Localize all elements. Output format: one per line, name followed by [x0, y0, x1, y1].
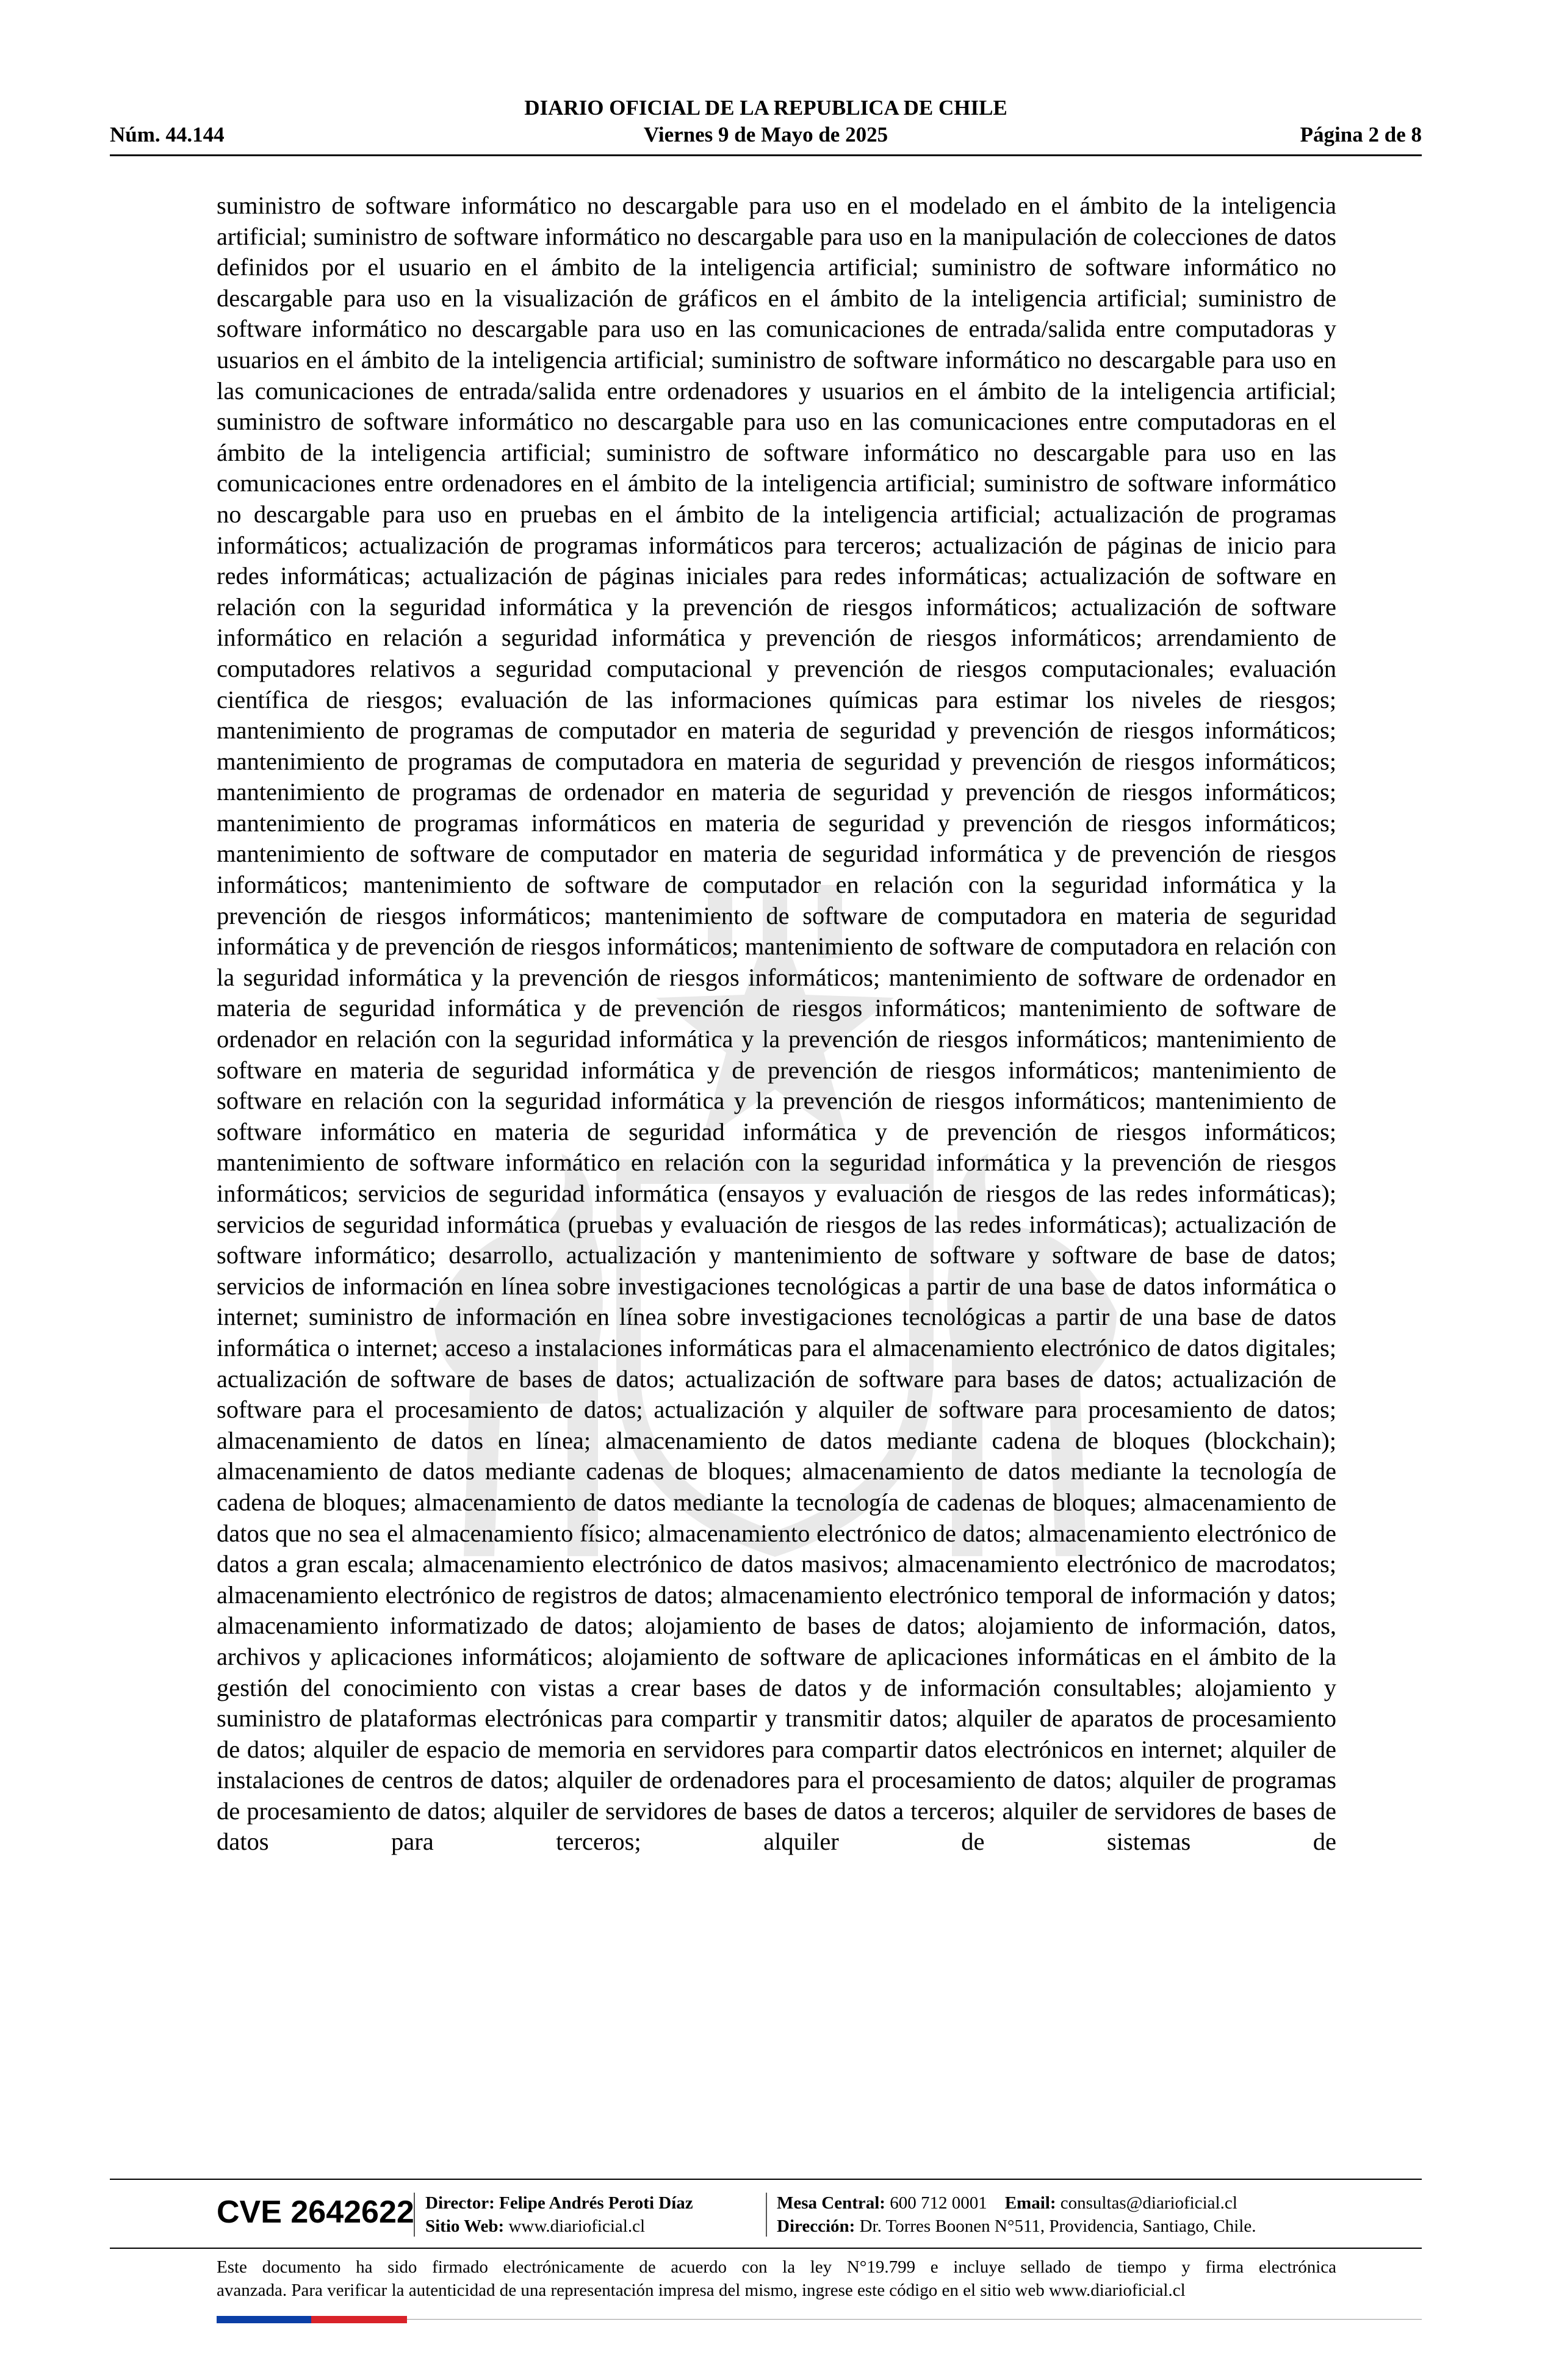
footer-bottom-divider — [407, 2319, 1422, 2320]
footer-top-divider — [110, 2179, 1422, 2180]
email-label: Email: — [1004, 2193, 1056, 2213]
footer-contact-block — [777, 2191, 1256, 2238]
footer-info — [217, 2188, 1336, 2243]
site-label: Sitio Web: — [425, 2216, 505, 2236]
document-body-text: suministro de software informático no descargable para uso en el modelado en el ámbito de la inteligencia artificial; suministro de software informático no descargable para uso en la manipulación de colecciones de datos definidos por el usuario en el ámbito de la inteligencia artificial; suministro de software informático no descargable para uso en la visualización de gráficos en el ámbito de la inteligencia artificial; suministro de software informático no descargable para uso en las comunicaciones de entrada/salida entre computadoras y usuarios en el ámbito de la inteligencia artificial; suministro de software informático no descargable para uso en las comunicaciones de entrada/salida entre ordenadores y usuarios en el ámbito de la inteligencia artificial; suministro de software informático no descargable para uso en las comunicaciones entre computadoras en el ámbito de la inteligencia artificial; suministro de software informático no descargable para uso en las comunicaciones entre ordenadores en el ámbito de la inteligencia artificial; suministro de software informático no descargable para uso en pruebas en el ámbito de la inteligencia artificial; actualización de programas informáticos; actualización de programas informáticos para terceros; actualización de páginas de inicio para redes informáticas; actualización de páginas iniciales para redes informáticas; actualización de software en relación con la seguridad informática y la prevención de riesgos informáticos; actualización de software informático en relación a seguridad informática y prevención de riesgos informáticos; arrendamiento de computadores relativos a seguridad computacional y prevención de riesgos computacionales; evaluación científica de riesgos; evaluación de las informaciones químicas para estimar los niveles de riesgos; mantenimiento de programas de computador en materia de seguridad y prevención de riesgos informáticos; mantenimiento de programas de computadora en materia de seguridad y prevención de riesgos informáticos; mantenimiento de programas de ordenador en materia de seguridad y prevención de riesgos informáticos; mantenimiento de programas informáticos en materia de seguridad y prevención de riesgos informáticos; mantenimiento de software de computador en materia de seguridad informática y de prevención de riesgos informáticos; mantenimiento de software de computador en relación con la seguridad informática y la prevención de riesgos informáticos; mantenimiento de software de computadora en materia de seguridad informática y de prevención de riesgos informáticos; mantenimiento de software de computadora en relación con la seguridad informática y la prevención de riesgos informáticos; mantenimiento de software de ordenador en materia de seguridad informática y de prevención de riesgos informáticos; mantenimiento de software de ordenador en relación con la seguridad informática y la prevención de riesgos informáticos; mantenimiento de software en materia de seguridad informática y de prevención de riesgos informáticos; mantenimiento de software en relación con la seguridad informática y la prevención de riesgos informáticos; mantenimiento de software informático en materia de seguridad informática y de prevención de riesgos informáticos; mantenimiento de software informático en relación con la seguridad informática y la prevención de riesgos informáticos; servicios de seguridad informática (ensayos y evaluación de riesgos de las redes informáticas); servicios de seguridad informática (pruebas y evaluación de riesgos de las redes informáticas); actualización de software informático; desarrollo, actualización y mantenimiento de software y software de base de datos; servicios de información en línea sobre investigaciones tecnológicas a partir de una base de datos informática o internet; suministro de información en línea sobre investigaciones tecnológicas a partir de una base de datos informática o internet; acceso a instalaciones informáticas para el almacenamiento electrónico de datos digitales; actualización de software de bases de datos; actualización de software para bases de datos; actualización de software para el procesamiento de datos; actualización y alquiler de software para procesamiento de datos; almacenamiento de datos en línea; almacenamiento de datos mediante cadena de bloques (blockchain); almacenamiento de datos mediante cadenas de bloques; almacenamiento de datos mediante la tecnología de cadena de bloques; almacenamiento de datos mediante la tecnología de cadenas de bloques; almacenamiento de datos que no sea el almacenamiento físico; almacenamiento electrónico de datos; almacenamiento electrónico de datos a gran escala; almacenamiento electrónico de datos masivos; almacenamiento electrónico de macrodatos; almacenamiento electrónico de registros de datos; almacenamiento electrónico temporal de información y datos; almacenamiento informatizado de datos; alojamiento de bases de datos; alojamiento de información, datos, archivos y aplicaciones informáticos; alojamiento de software de aplicaciones informáticas en el ámbito de la gestión del conocimiento con vistas a crear bases de datos y de información consultables; alojamiento y suministro de plataformas electrónicas para compartir y transmitir datos; alquiler de aparatos de procesamiento de datos; alquiler de espacio de memoria en servidores para compartir datos electrónicos en internet; alquiler de instalaciones de centros de datos; alquiler de ordenadores para el procesamiento de datos; alquiler de programas de procesamiento de datos; alquiler de servidores de bases de datos a terceros; alquiler de servidores de bases de datos para terceros; alquiler de sistemas de — [217, 192, 1336, 1856]
signature-note-line-1: Este documento ha sido firmado electrónicamente de acuerdo con la ley N°19.799 e incluye sellado de tiempo y firma electrónica — [217, 2257, 1336, 2277]
issue-date: Viernes 9 de Mayo de 2025 — [643, 123, 888, 146]
page-header — [110, 95, 1422, 150]
flag-stripe-blue — [217, 2316, 311, 2323]
signature-note-line-2: avanzada. Para verificar la autenticidad de una representación impresa del mismo, ingrese este código en el sitio web www.diarioficial.cl — [217, 2281, 1186, 2300]
footer-separator — [766, 2193, 767, 2237]
director-label: Director: — [425, 2193, 495, 2213]
address-value: Dr. Torres Boonen N°511, Providencia, Santiago, Chile. — [859, 2216, 1256, 2236]
publication-title: DIARIO OFICIAL DE LA REPUBLICA DE CHILE — [524, 96, 1007, 120]
flag-stripe-red — [311, 2316, 407, 2323]
header-divider — [110, 154, 1422, 156]
mesa-label: Mesa Central: — [777, 2193, 885, 2213]
cve-code: CVE 2642622 — [217, 2194, 414, 2230]
issue-number: Núm. 44.144 — [110, 123, 225, 146]
site-url[interactable]: www.diarioficial.cl — [508, 2216, 646, 2236]
address-label: Dirección: — [777, 2216, 855, 2236]
email-address[interactable]: consultas@diarioficial.cl — [1060, 2193, 1237, 2213]
mesa-phone: 600 712 0001 — [890, 2193, 987, 2213]
footer-separator — [414, 2193, 415, 2237]
signature-note — [217, 2256, 1336, 2302]
director-name: Felipe Andrés Peroti Díaz — [499, 2193, 693, 2213]
page-indicator: Página 2 de 8 — [1300, 123, 1422, 146]
footer-director-block — [425, 2191, 693, 2238]
footer-middle-divider — [110, 2248, 1422, 2249]
